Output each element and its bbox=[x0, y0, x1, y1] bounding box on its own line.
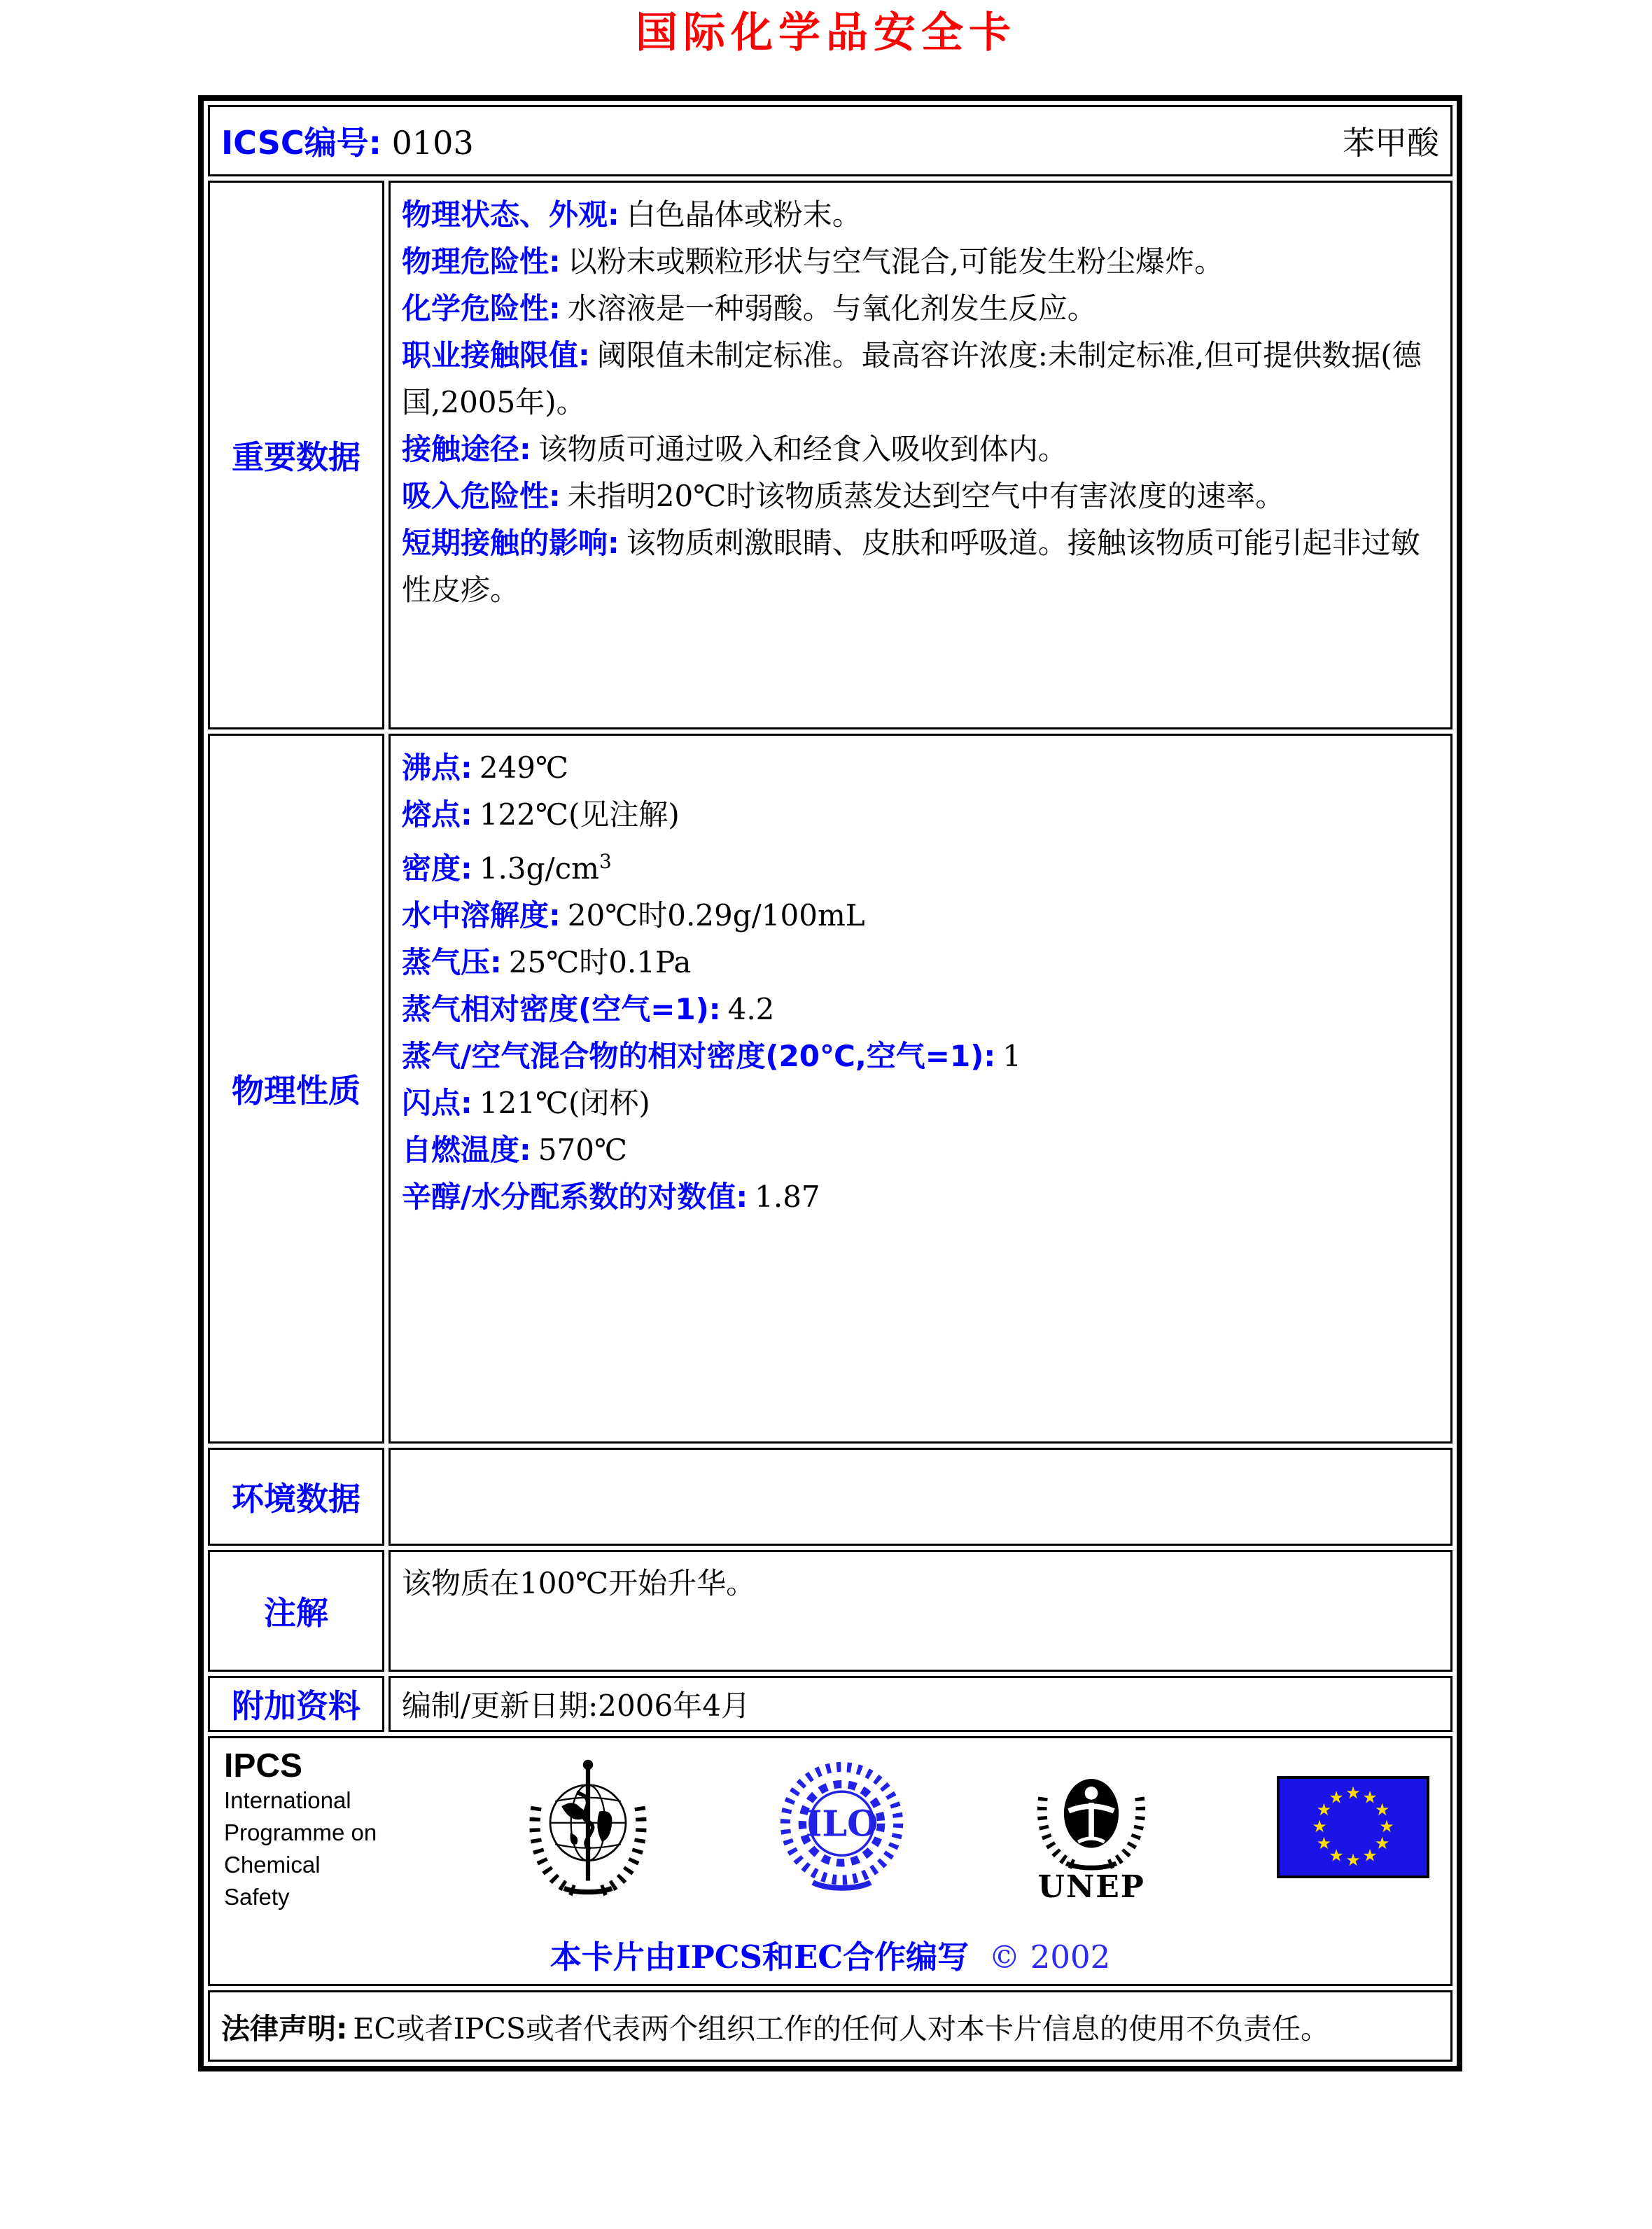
header-cell bbox=[208, 105, 1452, 176]
field-value: 570℃ bbox=[538, 1133, 627, 1167]
eu-star: ★ bbox=[1329, 1787, 1344, 1808]
eu-star: ★ bbox=[1345, 1783, 1361, 1803]
important-data-line bbox=[402, 238, 1439, 285]
unep-logo-block bbox=[1032, 1759, 1151, 1903]
table-row-logos bbox=[208, 1736, 1452, 1986]
ipcs-acronym: IPCS bbox=[224, 1747, 303, 1784]
icsc-number-value: 0103 bbox=[391, 124, 474, 162]
physical-properties-content bbox=[388, 734, 1452, 1444]
section-label-physical-properties: 物理性质 bbox=[208, 734, 384, 1444]
physical-property-line bbox=[402, 1079, 1439, 1126]
eu-star: ★ bbox=[1329, 1845, 1344, 1866]
who-logo-icon bbox=[525, 1757, 651, 1904]
page-title: 国际化学品安全卡 bbox=[636, 8, 1016, 57]
ilo-logo-icon bbox=[777, 1757, 906, 1904]
eu-star: ★ bbox=[1316, 1833, 1332, 1853]
field-value: 1 bbox=[1002, 1039, 1021, 1073]
field-value: 20℃时0.29g/100mL bbox=[567, 898, 865, 932]
field-value: 121℃(闭杯) bbox=[479, 1086, 650, 1120]
legal-label: 法律声明: bbox=[221, 2011, 348, 2046]
ipcs-full-name: International Programme on Chemical Safety bbox=[224, 1787, 377, 1910]
table-row-header bbox=[208, 105, 1452, 176]
field-label: 辛醇/水分配系数的对数值: bbox=[402, 1180, 748, 1214]
environmental-data-content bbox=[388, 1448, 1452, 1546]
field-label: 密度: bbox=[402, 851, 472, 886]
field-value: 以粉末或颗粒形状与空气混合,可能发生粉尘爆炸。 bbox=[567, 244, 1224, 279]
table-row-notes bbox=[208, 1550, 1452, 1672]
logos-cell bbox=[208, 1736, 1452, 1986]
table-row-physical-properties bbox=[208, 734, 1452, 1444]
field-label: 化学危险性: bbox=[402, 291, 561, 326]
legal-cell bbox=[208, 1990, 1452, 2062]
field-value: 249℃ bbox=[479, 750, 568, 785]
ilo-letters: ILO bbox=[805, 1802, 878, 1845]
unep-label: UNEP bbox=[1037, 1869, 1145, 1905]
physical-property-line bbox=[402, 1126, 1439, 1173]
physical-property-line bbox=[402, 744, 1439, 791]
additional-info-content: 编制/更新日期:2006年4月 bbox=[388, 1676, 1452, 1732]
field-value: 4.2 bbox=[727, 992, 775, 1026]
section-label-additional-info: 附加资料 bbox=[208, 1676, 384, 1732]
ipcs-text-block bbox=[224, 1748, 399, 1913]
icsc-number-group bbox=[221, 118, 474, 164]
eu-star: ★ bbox=[1345, 1850, 1361, 1870]
section-label-environmental-data: 环境数据 bbox=[208, 1448, 384, 1546]
notes-content: 该物质在100℃开始升华。 bbox=[388, 1550, 1452, 1672]
physical-property-line bbox=[402, 892, 1439, 939]
section-label-important-data: 重要数据 bbox=[208, 181, 384, 729]
important-data-content bbox=[388, 181, 1452, 729]
physical-property-line bbox=[402, 939, 1439, 986]
chemical-name: 苯甲酸 bbox=[1343, 124, 1439, 162]
eu-star: ★ bbox=[1379, 1817, 1394, 1836]
copyright-text: © 2002 bbox=[988, 1938, 1111, 1976]
table-row-additional-info bbox=[208, 1676, 1452, 1732]
eu-star: ★ bbox=[1362, 1845, 1378, 1866]
field-label: 物理状态、外观: bbox=[402, 197, 620, 232]
eu-star: ★ bbox=[1316, 1800, 1332, 1819]
icsc-number-label: ICSC编号: bbox=[221, 124, 382, 162]
section-label-notes: 注解 bbox=[208, 1550, 384, 1672]
field-value: 1.3g/cm bbox=[479, 851, 599, 886]
field-value: 该物质可通过吸入和经食入吸收到体内。 bbox=[538, 432, 1068, 466]
field-label: 水中溶解度: bbox=[402, 898, 561, 932]
eu-star: ★ bbox=[1312, 1817, 1327, 1836]
field-value: 122℃(见注解) bbox=[479, 797, 680, 832]
table-row-important-data bbox=[208, 181, 1452, 729]
field-label: 蒸气/空气混合物的相对密度(20℃,空气=1): bbox=[402, 1039, 996, 1073]
eu-star: ★ bbox=[1362, 1787, 1378, 1808]
cooperation-caption: 本卡片由IPCS和EC合作编写 bbox=[550, 1938, 969, 1976]
physical-property-line bbox=[402, 986, 1439, 1033]
legal-text: EC或者IPCS或者代表两个组织工作的任何人对本卡片信息的使用不负责任。 bbox=[353, 2011, 1329, 2046]
field-label: 吸入危险性: bbox=[402, 479, 561, 513]
field-value: 25℃时0.1Pa bbox=[508, 945, 692, 979]
superscript: 3 bbox=[598, 850, 612, 873]
field-label: 短期接触的影响: bbox=[402, 526, 620, 560]
field-label: 自燃温度: bbox=[402, 1133, 531, 1167]
icsc-card-table bbox=[198, 95, 1462, 2071]
field-value: 白色晶体或粉末。 bbox=[626, 197, 862, 232]
field-label: 职业接触限值: bbox=[402, 338, 590, 372]
field-label: 蒸气相对密度(空气=1): bbox=[402, 992, 721, 1026]
unep-logo-icon bbox=[1032, 1759, 1151, 1878]
physical-property-line bbox=[402, 1033, 1439, 1079]
field-value: 该物质刺激眼睛、皮肤和呼吸道。接触该物质可能引起非过敏性皮疹。 bbox=[402, 526, 1420, 607]
logos-row bbox=[224, 1748, 1436, 1913]
important-data-line bbox=[402, 426, 1439, 473]
caption-row bbox=[224, 1931, 1436, 1977]
field-value: 1.87 bbox=[755, 1180, 820, 1214]
field-value: 阈限值未制定标准。最高容许浓度:未制定标准,但可提供数据(德国,2005年)。 bbox=[402, 338, 1422, 419]
important-data-line bbox=[402, 191, 1439, 238]
important-data-line bbox=[402, 332, 1439, 426]
eu-flag-icon bbox=[1277, 1776, 1429, 1885]
important-data-line bbox=[402, 519, 1439, 613]
table-row-environmental-data bbox=[208, 1448, 1452, 1546]
field-label: 闪点: bbox=[402, 1086, 472, 1120]
eu-star: ★ bbox=[1374, 1833, 1390, 1853]
field-label: 物理危险性: bbox=[402, 244, 561, 279]
field-value: 水溶液是一种弱酸。与氧化剂发生反应。 bbox=[567, 291, 1097, 326]
field-label: 蒸气压: bbox=[402, 945, 502, 979]
field-value: 未指明20℃时该物质蒸发达到空气中有害浓度的速率。 bbox=[567, 479, 1285, 513]
important-data-line bbox=[402, 285, 1439, 332]
important-data-line bbox=[402, 473, 1439, 519]
field-label: 沸点: bbox=[402, 750, 472, 785]
field-label: 熔点: bbox=[402, 797, 472, 832]
physical-property-line bbox=[402, 1173, 1439, 1220]
eu-star: ★ bbox=[1374, 1800, 1390, 1819]
physical-property-line bbox=[402, 791, 1439, 838]
field-label: 接触途径: bbox=[402, 432, 531, 466]
table-row-legal bbox=[208, 1990, 1452, 2062]
physical-property-line bbox=[402, 838, 1439, 892]
